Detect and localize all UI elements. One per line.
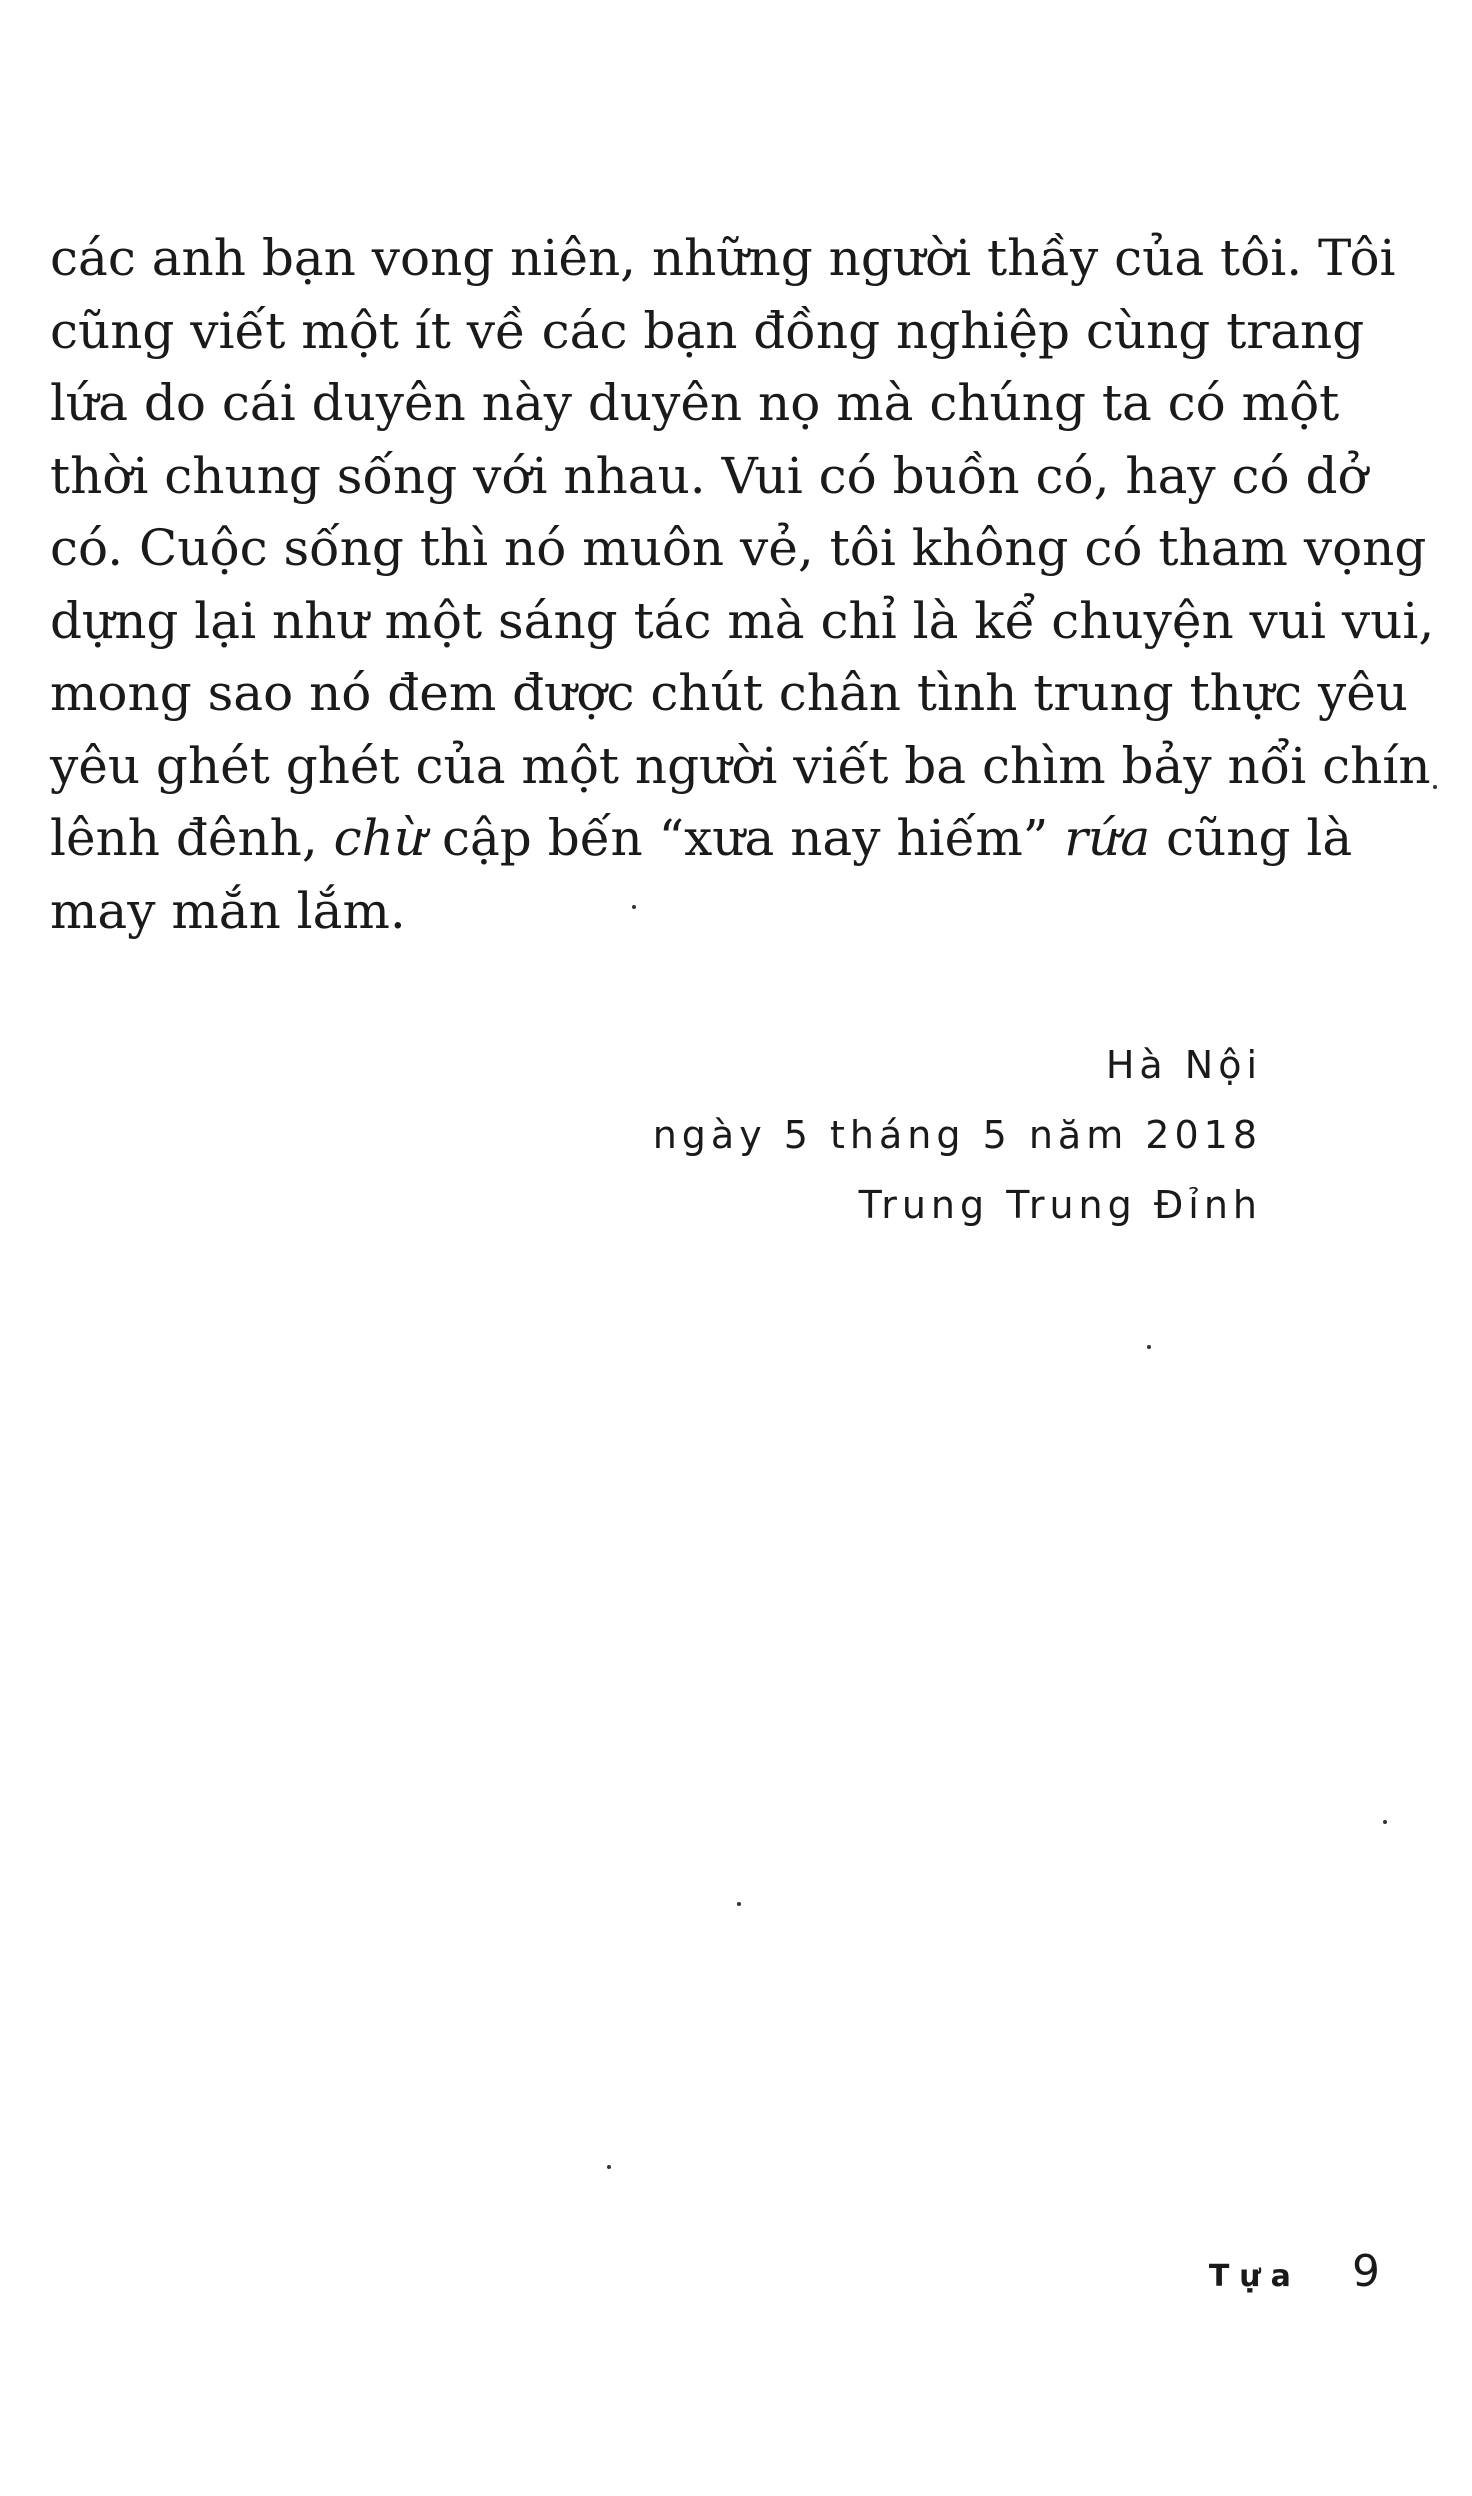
signature-block (653, 1030, 1262, 1240)
text-segment: cũng là (1150, 809, 1353, 867)
scan-speck (1383, 1820, 1387, 1824)
scan-speck (607, 2165, 611, 2169)
text-segment: lênh đênh, (50, 809, 334, 867)
scan-speck (1147, 1345, 1151, 1349)
scan-speck (632, 905, 636, 909)
body-paragraph (50, 222, 1435, 947)
text-line (50, 802, 1353, 875)
text-line: cũng viết một ít về các bạn đồng nghiệp cùng trang (50, 301, 1365, 360)
italic-word: chừ (333, 809, 427, 867)
signature-author: Trung Trung Đỉnh (858, 1183, 1262, 1227)
scan-speck (1433, 785, 1437, 789)
section-title: Tựa (1208, 2259, 1301, 2294)
page-number: 9 (1352, 2246, 1380, 2297)
text-line: mong sao nó đem được chút chân tình trung thực yêu (50, 664, 1409, 722)
text-line: thời chung sống với nhau. Vui có buồn có, hay có dở (50, 446, 1368, 505)
scan-speck (737, 1902, 741, 1906)
signature-date: ngày 5 tháng 5 năm 2018 (652, 1113, 1262, 1157)
text-line: yêu ghét ghét của một người viết ba chìm bảy nổi chín (50, 736, 1431, 795)
text-line: may mắn lắm. (50, 881, 406, 940)
text-segment: cập bến “xưa nay hiếm” (426, 809, 1065, 867)
text-line: có. Cuộc sống thì nó muôn vẻ, tôi không có tham vọng (50, 519, 1427, 577)
text-line: các anh bạn vong niên, những người thầy của tôi. Tôi (50, 229, 1396, 287)
text-line: dựng lại như một sáng tác mà chỉ là kể chuyện vui vui, (50, 591, 1435, 650)
page-footer (1209, 2246, 1380, 2297)
signature-place: Hà Nội (1105, 1043, 1262, 1087)
text-line: lứa do cái duyên này duyên nọ mà chúng ta có một (50, 374, 1340, 432)
italic-word: rứa (1064, 809, 1151, 867)
